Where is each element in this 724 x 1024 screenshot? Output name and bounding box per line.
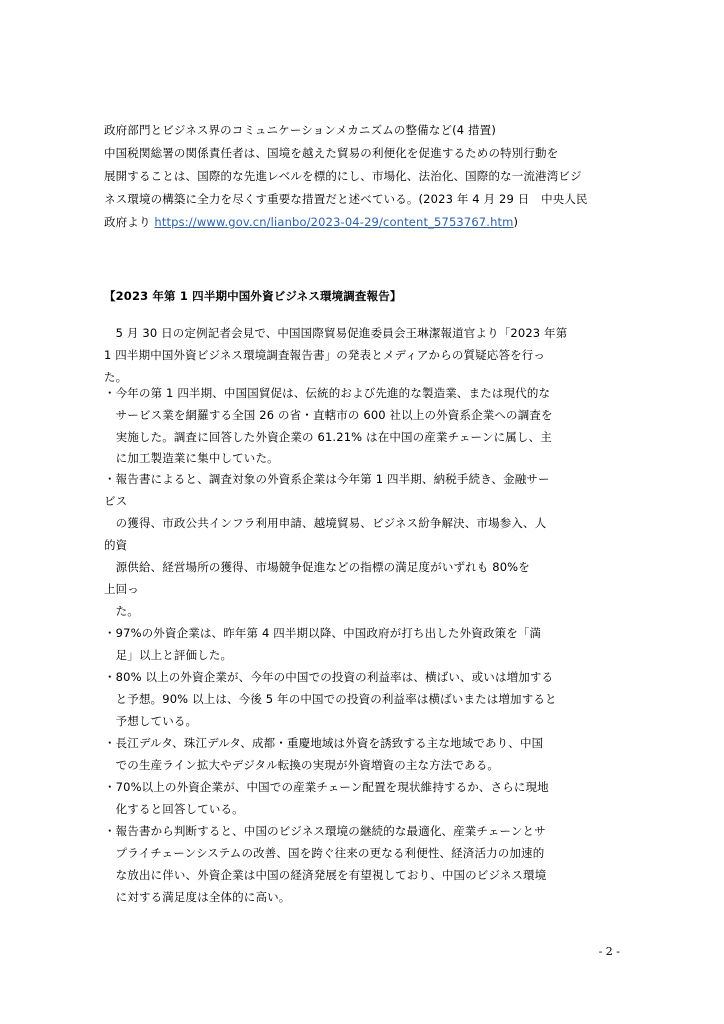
report-line: ・97%の外資企業は、昨年第 4 四半期以降、中国政府が打ち出した外資政策を「満 — [104, 626, 542, 640]
intro-line-3: ネス環境の構築に全力を尽くす重要な措置だと述べている。(2023 年 4 月 29 日 中央人民 — [104, 192, 588, 206]
source-prefix: 政府より — [104, 215, 155, 229]
report-line: 源供給、経営場所の獲得、市場競争促進などの指標の満足度がいずれも 80%を — [104, 560, 530, 574]
report-line: 足」以上と評価した。 — [104, 648, 233, 662]
report-line: 化すると回答している。 — [104, 802, 244, 816]
report-line: ・今年の第 1 四半期、中国国貿促は、伝統的および先進的な製造業、または現代的な — [104, 386, 551, 400]
report-line: の獲得、市政公共インフラ利用申請、越境貿易、ビジネス紛争解決、市場参入、人 — [104, 516, 547, 530]
report-line: ・70%以上の外資企業が、中国での産業チェーン配置を現状維持するか、さらに現地 — [104, 780, 549, 794]
report-heading: 【2023 年第 1 四半期中国外資ビジネス環境調査報告】 — [104, 289, 402, 303]
report-line: な放出に伴い、外資企業は中国の経済発展を有望視しており、中国のビジネス環境 — [104, 868, 547, 882]
report-line: 1 四半期中国外資ビジネス環境調査報告書」の発表とメディアからの質疑応答を行っ — [104, 348, 546, 362]
report-line: ビス — [104, 494, 128, 508]
report-line: ・80% 以上の外資企業が、今年の中国での投資の利益率は、横ばい、或いは増加する — [104, 670, 554, 684]
report-line: サービス業を網羅する全国 26 の省・直轄市の 600 社以上の外資系企業への調査を — [104, 408, 553, 422]
intro-line-1: 中国税関総署の関係責任者は、国境を越えた貿易の利便化を促進するための特別行動を — [104, 146, 559, 160]
page-number: - 2 - — [598, 945, 620, 958]
source-suffix: ) — [513, 215, 519, 229]
report-line: ・報告書によると、調査対象の外資系企業は今年第 1 四半期、納税手続き、金融サー — [104, 472, 550, 486]
report-line: プライチェーンシステムの改善、国を跨ぐ往来の更なる利便性、経済活力の加速的 — [104, 846, 545, 860]
report-line: ・報告書から判断すると、中国のビジネス環境の継続的な最適化、産業チェーンとサ — [104, 824, 546, 838]
report-line: と予想。90% 以上は、今後 5 年の中国での投資の利益率は横ばいまたは増加すると — [104, 692, 557, 706]
report-line: に加工製造業に集中していた。 — [104, 451, 279, 465]
report-line: た。 — [104, 604, 139, 618]
report-line: 予想している。 — [104, 714, 198, 728]
intro-source-line — [104, 215, 518, 229]
report-line: 的資 — [104, 538, 128, 552]
intro-line-2: 展開することは、国際的な先進レベルを標的にし、市場化、法治化、国際的な一流港湾ビジ — [104, 169, 582, 183]
source-link[interactable]: https://www.gov.cn/lianbo/2023-04-29/content_5753767.htm — [154, 215, 514, 229]
report-line: 実施した。調査に回答した外資企業の 61.21% は在中国の産業チェーンに属し、主 — [104, 430, 552, 444]
report-line: に対する満足度は全体的に高い。 — [104, 890, 291, 904]
report-line: た。 — [104, 370, 128, 384]
intro-title-line: 政府部門とビジネス界のコミュニケーションメカニズムの整備など(4 措置) — [104, 123, 496, 137]
report-line: ・長江デルタ、珠江デルタ、成都・重慶地域は外資を誘致する主な地域であり、中国 — [104, 736, 544, 750]
report-line: での生産ライン拡大やデジタル転換の実現が外資増資の主な方法である。 — [104, 758, 500, 772]
report-line: 5 月 30 日の定例記者会見で、中国国際貿易促進委員会王琳潔報道官より「2023 年第 — [104, 326, 568, 340]
report-line: 上回っ — [104, 582, 139, 596]
